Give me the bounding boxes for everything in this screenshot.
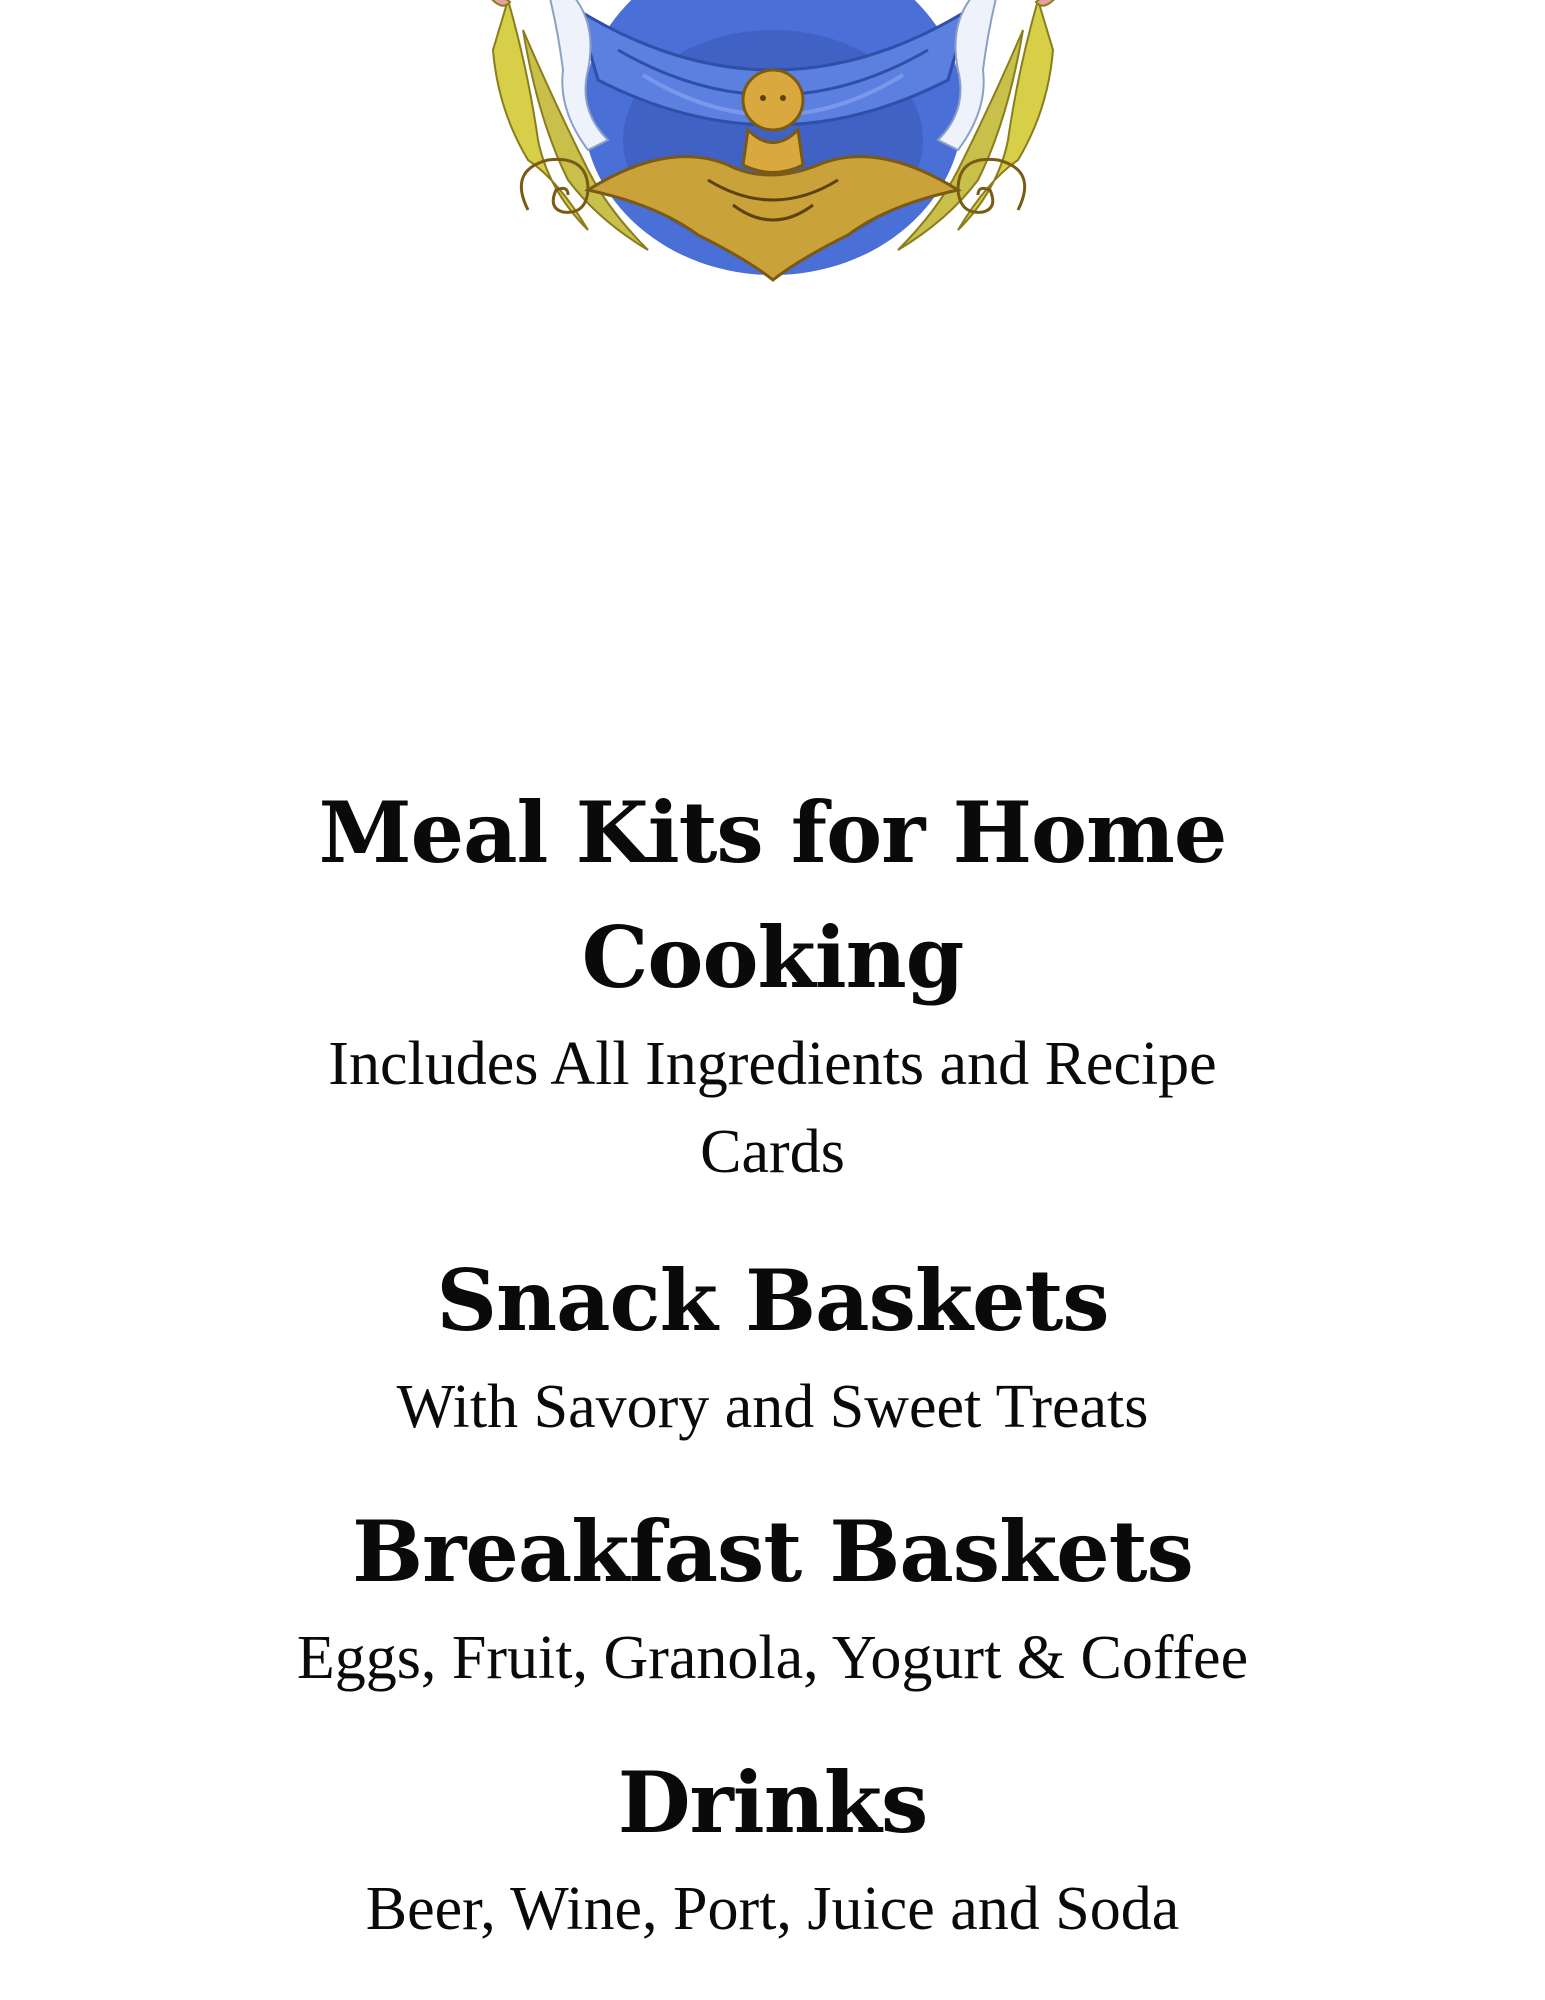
menu-item-description: Includes All Ingredients and Recipe Cards bbox=[328, 1030, 1217, 1186]
menu-item-description: Eggs, Fruit, Granola, Yogurt & Coffee bbox=[296, 1624, 1249, 1692]
crest-cherub bbox=[743, 70, 803, 173]
menu-item-snack-baskets bbox=[200, 1238, 1345, 1451]
crest-icon bbox=[468, 0, 1078, 290]
menu-list bbox=[200, 770, 1345, 1953]
menu-item-drinks bbox=[200, 1740, 1345, 1953]
menu-item-title: Meal Kits for Home Cooking bbox=[318, 783, 1227, 1007]
menu-item-description: Beer, Wine, Port, Juice and Soda bbox=[365, 1875, 1180, 1943]
crest-gold-scrollwork bbox=[521, 157, 1024, 280]
menu-item-breakfast-baskets bbox=[200, 1489, 1345, 1702]
menu-item-meal-kits bbox=[200, 770, 1345, 1196]
menu-item-title: Drinks bbox=[617, 1753, 928, 1852]
menu-item-title: Breakfast Baskets bbox=[352, 1502, 1193, 1601]
menu-item-title: Snack Baskets bbox=[436, 1251, 1109, 1350]
menu-item-description: With Savory and Sweet Treats bbox=[396, 1373, 1149, 1441]
